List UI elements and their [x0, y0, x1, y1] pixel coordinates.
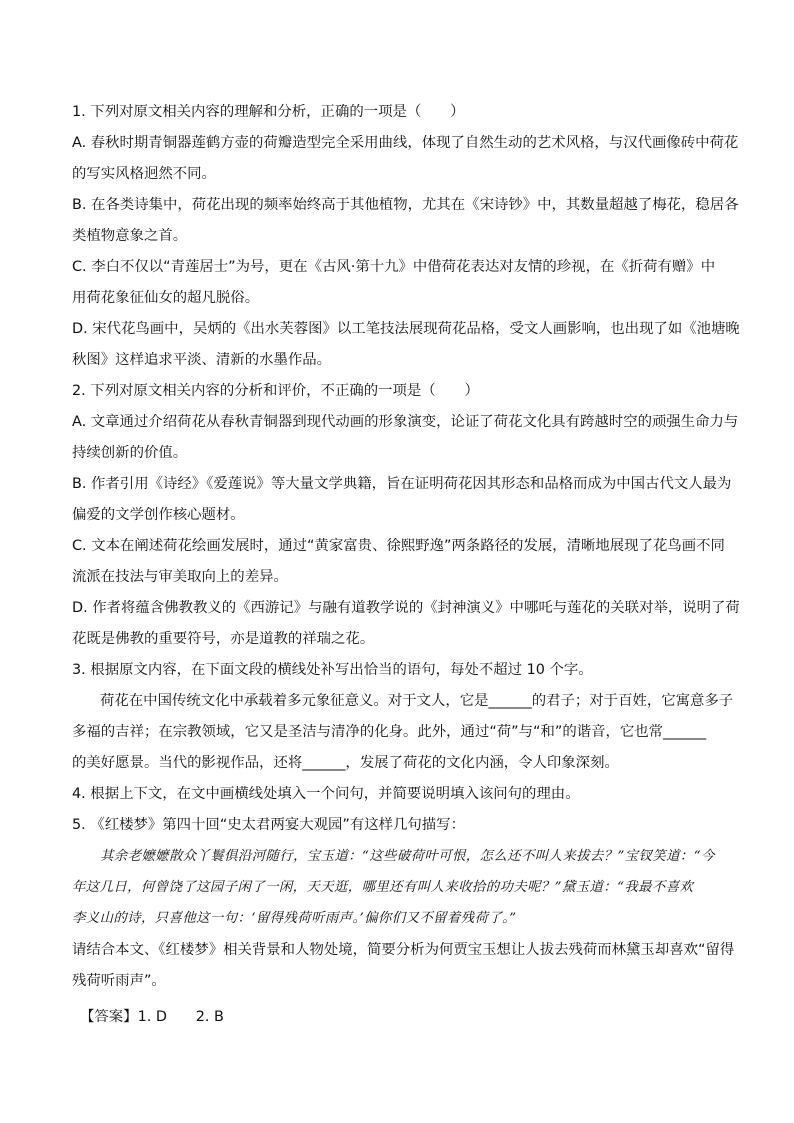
q3-paragraph-line3: 的美好愿景。当代的影视作品，还将______，发展了荷花的文化内涵，令人印象深刻。	[72, 755, 619, 771]
q5-quote-line2: 年这几日，何曾饶了这园子闲了一闲，天天逛，哪里还有叫人来收拾的功夫呢？”黛玉道：“我最不喜欢	[72, 880, 694, 895]
q5-question-line2: 残荷听雨声”。	[72, 973, 166, 989]
q2-option-a: A. 文章通过介绍荷花从春秋青铜器到现代动画的形象演变，论证了荷花文化具有跨越时空的顽强生命力与	[72, 414, 739, 430]
q5-quote-line3: 李义山的诗，只喜他这一句：‘留得残荷听雨声。’偏你们又不留着残荷了。”	[72, 911, 517, 926]
q1-option-b: B. 在各类诗集中，荷花出现的频率始终高于其他植物，尤其在《宋诗钞》中，其数量超越了梅花，稳居各	[72, 197, 739, 213]
q2-option-d-cont: 花既是佛教的重要符号，亦是道教的祥瑞之花。	[72, 631, 375, 647]
q5-question-line1: 请结合本文、《红楼梦》相关背景和人物处境，简要分析为何贾宝玉想让人拔去残荷而林黛玉却喜欢“留得	[72, 942, 735, 958]
q3-paragraph-line2: 多福的吉祥；在宗教领域，它又是圣洁与清净的化身。此外，通过“荷”与“和”的谐音，它也常______	[72, 724, 707, 740]
q3-paragraph-line1: 荷花在中国传统文化中承载着多元象征意义。对于文人，它是______的君子；对于百姓，它寓意多子	[100, 693, 734, 709]
q5-stem: 5. 《红楼梦》第四十回“史太君两宴大观园”有这样几句描写：	[72, 817, 465, 833]
q2-option-b-cont: 偏爱的文学创作核心题材。	[72, 507, 245, 523]
q2-option-d: D. 作者将蕴含佛教教义的《西游记》与融有道教学说的《封神演义》中哪吒与莲花的关联对举，说明了荷	[72, 600, 740, 616]
q1-option-c: C. 李白不仅以“青莲居士”为号，更在《古风·第十九》中借荷花表达对友情的珍视，在《折荷有赠》中	[72, 259, 716, 275]
q5-quote-line1: 其余老嬷嬷散众丫鬟俱沿河随行，宝玉道：“这些破荷叶可恨，怎么还不叫人来拔去？”宝钗笑道：“今	[100, 849, 715, 864]
q2-option-c-cont: 流派在技法与审美取向上的差异。	[72, 569, 288, 585]
answer-line: 【答案】1. D 2. B	[80, 1009, 224, 1025]
q2-option-c: C. 文本在阐述荷花绘画发展时，通过“黄家富贵、徐熙野逸”两条路径的发展，清晰地展现了花鸟画不同	[72, 538, 725, 554]
q1-stem: 1. 下列对原文相关内容的理解和分析，正确的一项是（ ）	[72, 104, 465, 120]
q1-option-a: A. 春秋时期青铜器莲鹤方壶的荷瓣造型完全采用曲线，体现了自然生动的艺术风格，与汉代画像砖中荷花	[72, 135, 739, 151]
q1-option-d: D. 宋代花鸟画中，吴炳的《出水芙蓉图》以工笔技法展现荷花品格，受文人画影响，也出现了如《池塘晚	[72, 321, 740, 337]
q1-option-c-cont: 用荷花象征仙女的超凡脱俗。	[72, 290, 260, 306]
q1-option-a-cont: 的写实风格迥然不同。	[72, 166, 216, 182]
q4-stem: 4. 根据上下文，在文中画横线处填入一个问句，并简要说明填入该问句的理由。	[72, 786, 580, 802]
q2-option-a-cont: 持续创新的价值。	[72, 445, 188, 461]
q3-stem: 3. 根据原文内容，在下面文段的横线处补写出恰当的语句，每处不超过 10 个字。	[72, 662, 593, 678]
q1-option-d-cont: 秋图》这样追求平淡、清新的水墨作品。	[72, 352, 332, 368]
q2-option-b: B. 作者引用《诗经》《爱莲说》等大量文学典籍，旨在证明荷花因其形态和品格而成为中国古代文人最为	[72, 476, 732, 492]
q1-option-b-cont: 类植物意象之首。	[72, 228, 188, 244]
q2-stem: 2. 下列对原文相关内容的分析和评价，不正确的一项是（ ）	[72, 383, 479, 399]
